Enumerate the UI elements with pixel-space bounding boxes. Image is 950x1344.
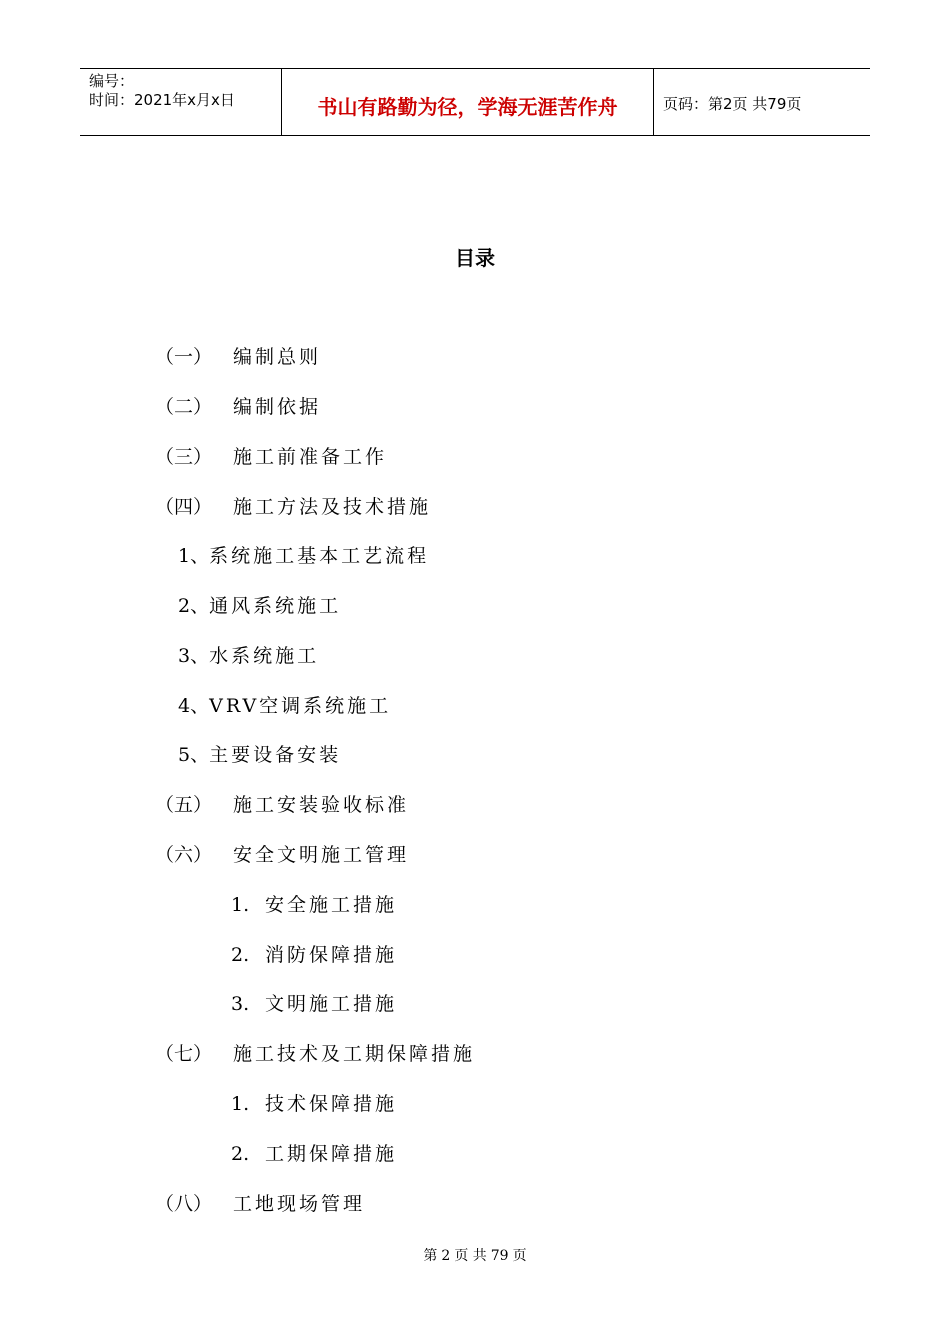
toc-item-text: 技术保障措施 — [265, 1093, 398, 1115]
toc-item-text: 主要设备安装 — [209, 744, 342, 766]
toc-item-number: （五） — [155, 794, 213, 816]
footer-page-prefix: 第 — [423, 1248, 438, 1264]
toc-item-text: 施工技术及工期保障措施 — [233, 1043, 476, 1065]
page-footer — [0, 1246, 950, 1266]
page-title: 目录 — [455, 246, 495, 270]
toc-item-number: （六） — [155, 844, 213, 866]
toc-item-text: 安全施工措施 — [265, 894, 398, 916]
toc-item-number: 2、 — [178, 595, 210, 617]
toc-item — [231, 991, 397, 1017]
serial-label: 编号： — [89, 72, 135, 90]
toc-item — [178, 643, 319, 669]
toc-item — [178, 543, 429, 569]
toc-item-number: （三） — [155, 446, 213, 468]
toc-item-text: 安全文明施工管理 — [233, 844, 410, 866]
toc-item — [155, 444, 387, 470]
toc-item-number: 1、 — [178, 545, 210, 567]
toc-item-text: 工地现场管理 — [233, 1193, 366, 1215]
toc-item-number: 2. — [231, 1143, 250, 1165]
toc-item-number: （二） — [155, 396, 213, 418]
toc-item-text: 编制依据 — [233, 396, 322, 418]
toc-item-number: （七） — [155, 1043, 213, 1065]
toc-item — [155, 344, 321, 370]
toc-item-number: 4、 — [178, 695, 210, 717]
header-meta-cell — [80, 69, 282, 135]
toc-item — [155, 792, 409, 818]
document-header — [80, 68, 870, 136]
toc-item-text: 文明施工措施 — [265, 993, 398, 1015]
footer-page-total: 79 — [490, 1248, 509, 1264]
toc-item — [155, 1041, 475, 1067]
toc-item-text: 水系统施工 — [209, 645, 320, 667]
toc-item-text: 编制总则 — [233, 346, 322, 368]
toc-item-number: 3、 — [178, 645, 210, 667]
toc-item-number: （四） — [155, 496, 213, 518]
toc-item-text: 施工方法及技术措施 — [233, 496, 432, 518]
toc-item-text: 工期保障措施 — [265, 1143, 398, 1165]
toc-item — [231, 1091, 397, 1117]
toc-item — [178, 742, 341, 768]
toc-item-text: 消防保障措施 — [265, 944, 398, 966]
footer-page-current: 2 — [441, 1248, 451, 1264]
toc-item — [155, 842, 409, 868]
toc-item-text: 通风系统施工 — [209, 595, 342, 617]
toc-item-number: 2. — [231, 944, 250, 966]
toc-item-text: 施工安装验收标准 — [233, 794, 410, 816]
toc-item — [178, 593, 341, 619]
toc-item-number: （一） — [155, 346, 213, 368]
toc-item — [155, 394, 321, 420]
toc-item-number: （八） — [155, 1193, 213, 1215]
toc-item — [231, 892, 397, 918]
header-motto: 书山有路勤为径，学海无涯苦作舟 — [282, 69, 654, 135]
footer-page-suffix: 页 — [512, 1248, 527, 1264]
toc-item-text: 施工前准备工作 — [233, 446, 388, 468]
toc-item-number: 5、 — [178, 744, 210, 766]
time-label: 时间：2021年x月x日 — [89, 91, 235, 109]
toc-item — [178, 693, 391, 719]
toc-item-number: 3. — [231, 993, 250, 1015]
toc-item — [155, 1191, 365, 1217]
toc-item-text: VRV空调系统施工 — [209, 695, 392, 717]
header-page-info: 页码：第2页 共79页 — [663, 94, 802, 113]
toc-item — [231, 942, 397, 968]
toc-item — [155, 494, 431, 520]
toc-item-number: 1. — [231, 1093, 250, 1115]
toc-item — [231, 1141, 397, 1167]
toc-item-number: 1. — [231, 894, 250, 916]
footer-page-mid: 页 共 — [454, 1248, 487, 1264]
toc-item-text: 系统施工基本工艺流程 — [209, 545, 430, 567]
